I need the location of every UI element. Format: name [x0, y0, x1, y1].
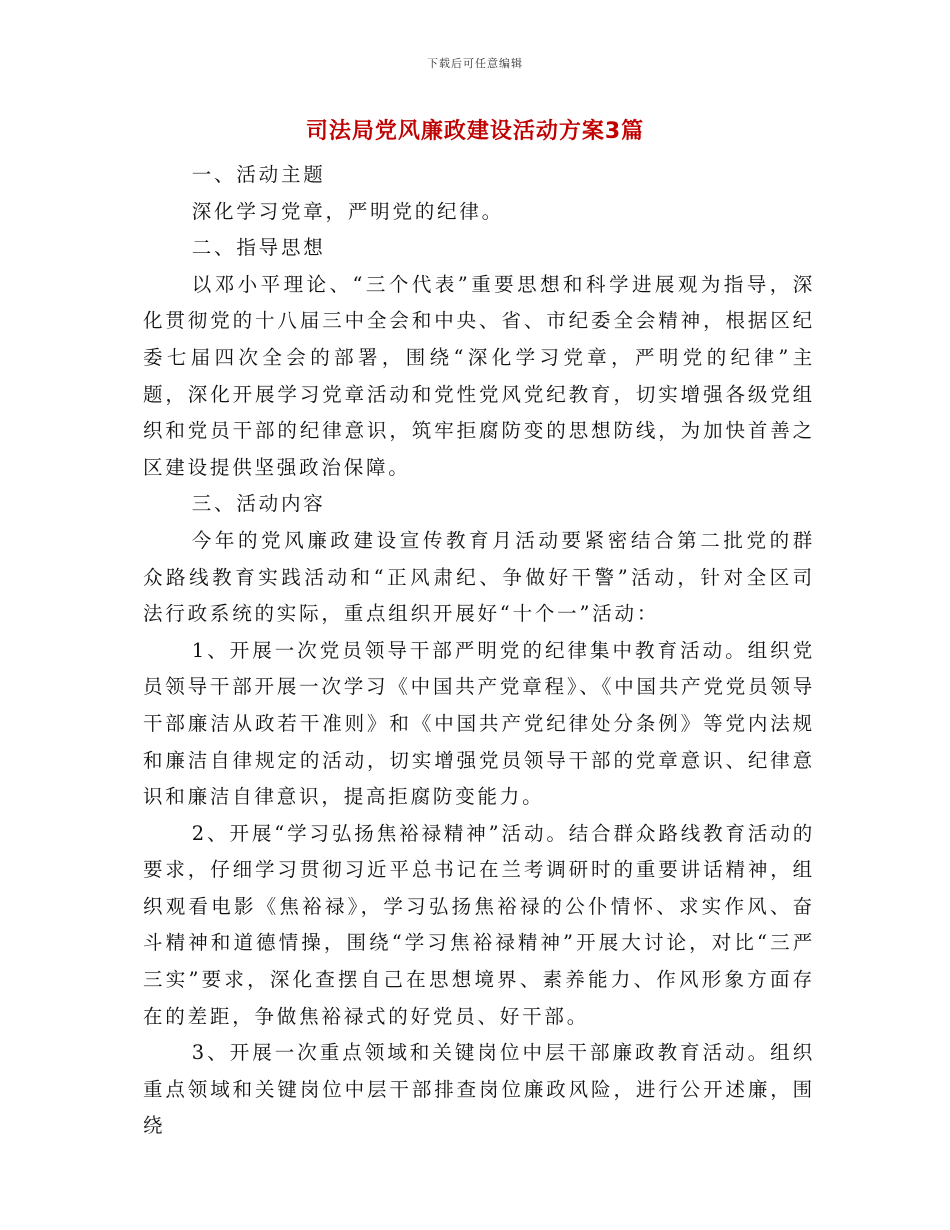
paragraph-content-intro: 今年的党风廉政建设宣传教育月活动要紧密结合第二批党的群众路线教育实践活动和“正风肃纪、争做好干警”活动，针对全区司法行政系统的实际，重点组织开展好“十个一”活动：: [143, 528, 815, 626]
paragraph-item-2: 2、开展“学习弘扬焦裕禄精神”活动。结合群众路线教育活动的要求，仔细学习贯彻习近平总书记在兰考调研时的重要讲话精神，组织观看电影《焦裕禄》，学习弘扬焦裕禄的公仆情怀、求实作风、奋斗精神和道德情操，围绕“学习焦裕禄精神”开展大讨论，对比“三严三实”要求，深化查摆自己在思想境界、素养能力、作风形象方面存在的差距，争做焦裕禄式的好党员、好干部。: [143, 821, 815, 1028]
paragraph-guidance: 以邓小平理论、“三个代表”重要思想和科学进展观为指导，深化贯彻党的十八届三中全会和中央、省、市纪委全会精神，根据区纪委七届四次全会的部署，围绕“深化学习党章，严明党的纪律”主题，深化开展学习党章活动和党性党风党纪教育，切实增强各级党组织和党员干部的纪律意识，筑牢拒腐防变的思想防线，为加快首善之区建设提供坚强政治保障。: [143, 272, 815, 479]
section-heading-guidance: 二、指导思想: [191, 236, 326, 260]
paragraph-item-3: 3、开展一次重点领域和关键岗位中层干部廉政教育活动。组织重点领域和关键岗位中层干部排查岗位廉政风险，进行公开述廉，围绕: [143, 1041, 815, 1138]
paragraph-item-1: 1、开展一次党员领导干部严明党的纪律集中教育活动。组织党员领导干部开展一次学习《中国共产党章程》、《中国共产党党员领导干部廉洁从政若干准则》和《中国共产党纪律处分条例》等党内法规和廉洁自律规定的活动，切实增强党员领导干部的党章意识、纪律意识和廉洁自律意识，提高拒腐防变能力。: [143, 638, 815, 809]
document-body: [143, 157, 815, 1145]
page-header-note: 下载后可任意编辑: [427, 57, 523, 70]
section-heading-content: 三、活动内容: [191, 492, 326, 516]
document-title: 司法局党风廉政建设活动方案3篇: [305, 119, 645, 144]
section-heading-theme: 一、活动主题: [191, 163, 326, 186]
paragraph-theme: 深化学习党章，严明党的纪律。: [191, 199, 504, 223]
